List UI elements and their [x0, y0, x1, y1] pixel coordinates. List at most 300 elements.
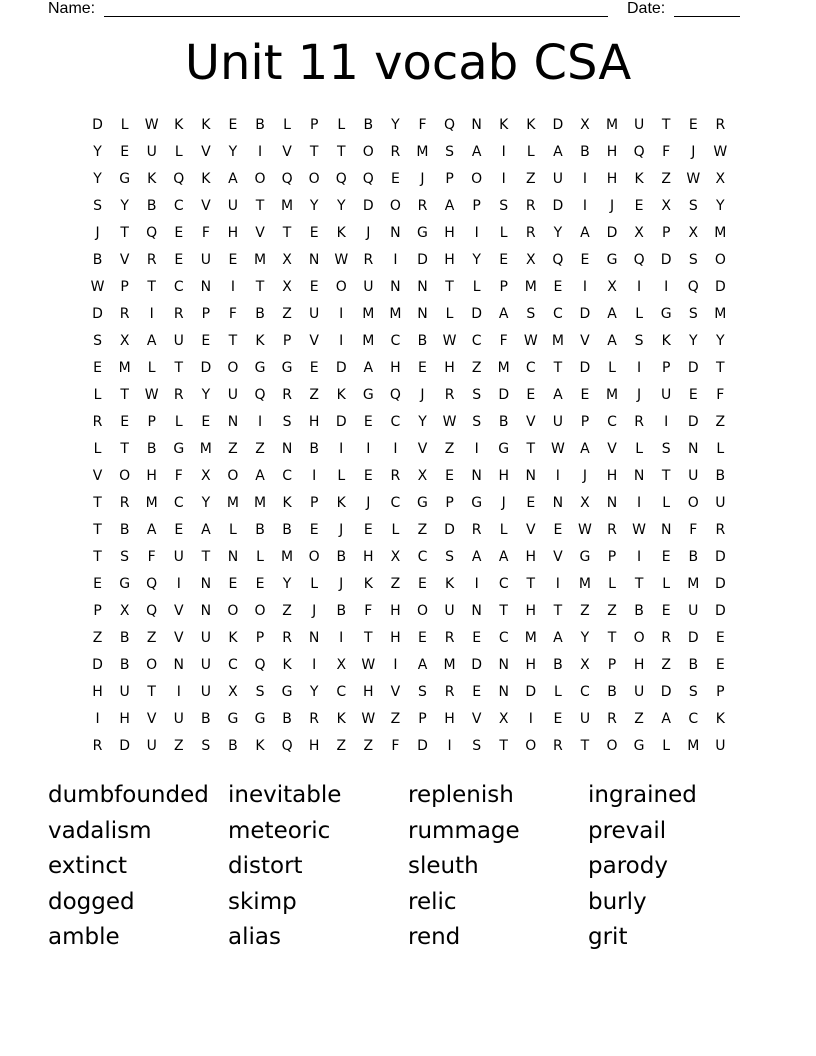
- grid-letter: H: [444, 360, 455, 376]
- grid-row: [84, 139, 734, 166]
- grid-letter: H: [308, 414, 320, 430]
- grid-letter: L: [445, 306, 454, 322]
- grid-letter: H: [525, 657, 537, 673]
- grid-letter: I: [257, 414, 263, 430]
- grid-letter: K: [634, 171, 644, 187]
- grid-letter: U: [200, 657, 211, 673]
- grid-letter: E: [363, 414, 373, 430]
- grid-letter: R: [444, 630, 455, 646]
- grid-letter: Z: [471, 360, 482, 376]
- grid-letter: I: [555, 576, 560, 592]
- grid-letter: Q: [146, 225, 158, 241]
- grid-letter: K: [444, 576, 455, 592]
- grid-letter: I: [393, 657, 398, 673]
- grid-letter: E: [580, 252, 590, 268]
- grid-letter: W: [442, 414, 457, 430]
- word-list-item: burly: [588, 888, 647, 915]
- grid-letter: B: [255, 522, 265, 538]
- grid-letter: P: [147, 414, 156, 430]
- grid-letter: N: [498, 657, 509, 673]
- grid-letter: O: [606, 738, 618, 754]
- grid-letter: U: [715, 738, 726, 754]
- grid-letter: I: [339, 630, 344, 646]
- grid-letter: O: [227, 360, 239, 376]
- grid-letter: K: [526, 117, 536, 133]
- grid-letter: T: [716, 360, 725, 376]
- grid-letter: K: [228, 630, 238, 646]
- grid-letter: T: [120, 387, 129, 403]
- grid-letter: O: [633, 630, 645, 646]
- grid-letter: R: [471, 522, 482, 538]
- grid-row: [84, 274, 734, 301]
- grid-letter: U: [173, 711, 184, 727]
- grid-letter: A: [146, 333, 157, 349]
- grid-letter: P: [309, 117, 319, 133]
- grid-letter: X: [119, 603, 130, 619]
- grid-letter: D: [92, 657, 103, 673]
- grid-row: [84, 382, 734, 409]
- grid-letter: I: [474, 576, 479, 592]
- grid-letter: X: [282, 252, 292, 268]
- grid-letter: Z: [336, 738, 347, 754]
- grid-letter: H: [390, 603, 401, 619]
- grid-letter: Z: [661, 657, 671, 673]
- grid-letter: Z: [580, 603, 590, 619]
- grid-letter: Q: [444, 117, 456, 133]
- grid-letter: E: [309, 360, 319, 376]
- grid-letter: I: [339, 441, 344, 457]
- grid-letter: A: [146, 522, 157, 538]
- grid-letter: J: [339, 522, 344, 538]
- grid-letter: M: [605, 387, 619, 403]
- grid-letter: W: [632, 522, 647, 538]
- grid-letter: P: [580, 414, 590, 430]
- grid-letter: J: [339, 576, 344, 592]
- grid-letter: N: [498, 684, 509, 700]
- word-list-item: extinct: [48, 853, 128, 879]
- grid-letter: R: [173, 306, 184, 322]
- grid-letter: E: [390, 171, 400, 187]
- grid-letter: J: [691, 144, 696, 160]
- grid-letter: B: [688, 657, 699, 673]
- grid-letter: I: [582, 171, 588, 187]
- grid-letter: C: [552, 306, 563, 322]
- grid-letter: Z: [146, 630, 157, 646]
- grid-letter: L: [608, 576, 616, 592]
- grid-letter: Q: [173, 171, 185, 187]
- grid-letter: D: [687, 360, 699, 376]
- grid-letter: Z: [255, 441, 265, 457]
- grid-letter: S: [688, 306, 698, 322]
- grid-letter: S: [634, 333, 644, 349]
- grid-letter: B: [282, 711, 292, 727]
- grid-letter: A: [201, 522, 211, 538]
- grid-letter: N: [281, 441, 293, 457]
- grid-letter: N: [227, 414, 239, 430]
- grid-letter: D: [362, 198, 374, 214]
- grid-letter: J: [637, 387, 642, 403]
- grid-letter: Q: [146, 603, 158, 619]
- grid-letter: J: [366, 495, 371, 511]
- grid-letter: R: [444, 684, 455, 700]
- grid-letter: E: [120, 414, 130, 430]
- grid-letter: E: [661, 603, 671, 619]
- grid-letter: R: [661, 630, 672, 646]
- grid-row: [84, 247, 734, 274]
- grid-letter: T: [526, 441, 536, 457]
- grid-letter: A: [553, 630, 563, 646]
- grid-letter: Z: [390, 576, 401, 592]
- grid-letter: P: [120, 279, 129, 295]
- grid-letter: Y: [580, 630, 590, 646]
- grid-letter: K: [336, 225, 346, 241]
- grid-letter: D: [714, 279, 726, 295]
- grid-letter: U: [146, 144, 157, 160]
- grid-letter: H: [525, 549, 537, 565]
- grid-letter: A: [607, 306, 617, 322]
- grid-letter: E: [499, 252, 509, 268]
- grid-letter: D: [471, 657, 483, 673]
- grid-letter: F: [228, 306, 237, 322]
- grid-letter: Y: [93, 144, 102, 160]
- grid-letter: I: [149, 306, 154, 322]
- grid-letter: Q: [146, 576, 158, 592]
- grid-letter: S: [201, 738, 211, 754]
- grid-letter: E: [553, 522, 563, 538]
- grid-letter: U: [200, 252, 211, 268]
- grid-letter: V: [309, 333, 319, 349]
- grid-letter: G: [119, 576, 131, 592]
- grid-letter: X: [228, 684, 238, 700]
- grid-letter: T: [499, 603, 508, 619]
- grid-letter: D: [417, 252, 428, 268]
- grid-letter: R: [92, 738, 103, 754]
- grid-letter: S: [93, 333, 102, 349]
- grid-letter: W: [334, 252, 349, 268]
- grid-letter: Y: [93, 171, 102, 187]
- grid-letter: X: [201, 468, 211, 484]
- grid-letter: J: [420, 171, 425, 187]
- grid-letter: E: [445, 468, 454, 484]
- grid-letter: T: [255, 198, 265, 214]
- grid-row: [84, 193, 734, 220]
- grid-letter: S: [120, 549, 130, 565]
- grid-letter: U: [633, 684, 645, 700]
- grid-letter: G: [119, 171, 131, 187]
- grid-letter: E: [418, 630, 427, 646]
- grid-letter: P: [716, 684, 725, 700]
- grid-letter: H: [119, 711, 130, 727]
- grid-letter: S: [688, 684, 698, 700]
- grid-letter: H: [606, 144, 618, 160]
- grid-letter: B: [309, 441, 319, 457]
- grid-letter: V: [201, 198, 211, 214]
- grid-letter: S: [472, 387, 482, 403]
- grid-letter: B: [580, 144, 590, 160]
- grid-row: [84, 517, 734, 544]
- grid-letter: E: [553, 711, 563, 727]
- grid-letter: E: [309, 522, 319, 538]
- grid-letter: G: [606, 252, 618, 268]
- grid-letter: P: [93, 603, 102, 619]
- grid-letter: V: [553, 549, 563, 565]
- grid-letter: S: [282, 414, 292, 430]
- grid-letter: R: [92, 414, 103, 430]
- grid-letter: I: [393, 252, 398, 268]
- grid-letter: M: [443, 657, 456, 673]
- grid-letter: E: [201, 333, 211, 349]
- grid-row: [84, 328, 734, 355]
- grid-letter: R: [282, 630, 292, 646]
- grid-letter: E: [472, 684, 482, 700]
- grid-letter: E: [634, 198, 644, 214]
- grid-letter: D: [579, 360, 591, 376]
- grid-letter: O: [254, 171, 266, 187]
- grid-letter: Q: [335, 171, 347, 187]
- grid-letter: E: [93, 576, 102, 592]
- grid-letter: L: [174, 414, 183, 430]
- grid-letter: I: [637, 549, 642, 565]
- grid-letter: Z: [715, 414, 726, 430]
- grid-letter: Y: [336, 198, 346, 214]
- grid-letter: T: [228, 333, 238, 349]
- grid-letter: I: [366, 441, 371, 457]
- grid-letter: E: [661, 549, 671, 565]
- grid-letter: B: [255, 117, 265, 133]
- grid-letter: I: [393, 441, 398, 457]
- grid-letter: N: [417, 279, 428, 295]
- grid-letter: Z: [390, 711, 401, 727]
- grid-letter: W: [523, 333, 538, 349]
- grid-letter: K: [336, 495, 346, 511]
- grid-letter: N: [173, 657, 185, 673]
- grid-letter: F: [174, 468, 183, 484]
- grid-letter: D: [335, 414, 347, 430]
- grid-letter: R: [173, 387, 184, 403]
- grid-letter: E: [553, 279, 563, 295]
- grid-letter: X: [336, 657, 347, 673]
- grid-row: [84, 409, 734, 436]
- grid-letter: H: [92, 684, 103, 700]
- grid-letter: U: [173, 549, 184, 565]
- grid-letter: W: [144, 387, 159, 403]
- grid-letter: P: [445, 171, 454, 187]
- grid-letter: H: [444, 225, 455, 241]
- grid-letter: F: [499, 333, 508, 349]
- grid-letter: N: [552, 495, 564, 511]
- grid-letter: R: [553, 738, 563, 754]
- grid-letter: K: [661, 333, 671, 349]
- grid-letter: J: [95, 225, 100, 241]
- grid-letter: V: [173, 603, 184, 619]
- grid-letter: P: [201, 306, 211, 322]
- grid-letter: R: [715, 522, 726, 538]
- grid-letter: X: [498, 711, 509, 727]
- grid-letter: V: [526, 522, 536, 538]
- grid-letter: E: [526, 495, 536, 511]
- word-list-item: amble: [48, 924, 120, 950]
- grid-letter: N: [308, 252, 320, 268]
- grid-letter: T: [553, 360, 563, 376]
- grid-letter: J: [501, 495, 506, 511]
- grid-letter: D: [660, 252, 672, 268]
- grid-letter: K: [499, 117, 509, 133]
- grid-letter: M: [362, 306, 375, 322]
- grid-letter: A: [228, 171, 238, 187]
- grid-letter: H: [498, 468, 509, 484]
- grid-letter: C: [417, 549, 428, 565]
- grid-letter: E: [174, 225, 184, 241]
- grid-letter: V: [119, 252, 130, 268]
- grid-letter: O: [335, 279, 347, 295]
- grid-letter: Q: [281, 738, 293, 754]
- grid-row: [84, 652, 734, 679]
- grid-letter: V: [282, 144, 292, 160]
- grid-letter: S: [688, 252, 698, 268]
- grid-letter: D: [687, 414, 699, 430]
- grid-letter: Q: [281, 171, 293, 187]
- grid-row: [84, 112, 734, 139]
- word-list-item: replenish: [408, 782, 514, 808]
- grid-letter: R: [363, 252, 374, 268]
- grid-letter: M: [687, 576, 700, 592]
- grid-letter: N: [390, 225, 401, 241]
- grid-letter: H: [633, 657, 645, 673]
- grid-letter: U: [688, 603, 699, 619]
- grid-letter: O: [416, 603, 428, 619]
- grid-letter: C: [173, 198, 184, 214]
- grid-letter: H: [146, 468, 157, 484]
- grid-letter: A: [607, 333, 617, 349]
- grid-letter: E: [715, 657, 725, 673]
- grid-letter: W: [442, 333, 457, 349]
- grid-letter: D: [335, 360, 347, 376]
- grid-letter: C: [173, 495, 184, 511]
- grid-letter: G: [633, 738, 645, 754]
- grid-letter: K: [147, 171, 157, 187]
- grid-letter: C: [471, 333, 482, 349]
- grid-row: [84, 733, 734, 760]
- grid-letter: Z: [363, 738, 374, 754]
- grid-letter: A: [255, 468, 265, 484]
- word-list-item: sleuth: [408, 853, 479, 879]
- word-list-item: parody: [588, 853, 668, 879]
- grid-letter: G: [362, 387, 374, 403]
- grid-letter: U: [173, 333, 184, 349]
- grid-letter: U: [227, 198, 239, 214]
- grid-letter: K: [363, 576, 373, 592]
- grid-letter: B: [119, 657, 130, 673]
- grid-letter: P: [309, 495, 319, 511]
- grid-letter: M: [199, 441, 212, 457]
- grid-letter: I: [637, 360, 642, 376]
- grid-letter: O: [308, 171, 320, 187]
- grid-letter: L: [310, 576, 319, 592]
- grid-letter: R: [417, 198, 428, 214]
- grid-letter: N: [471, 468, 482, 484]
- grid-letter: C: [498, 630, 509, 646]
- grid-letter: G: [281, 684, 293, 700]
- grid-letter: L: [337, 117, 346, 133]
- grid-letter: T: [120, 441, 129, 457]
- grid-letter: X: [119, 333, 130, 349]
- grid-letter: U: [552, 414, 563, 430]
- grid-letter: F: [364, 603, 373, 619]
- grid-letter: B: [715, 468, 726, 484]
- grid-letter: U: [309, 306, 320, 322]
- grid-letter: J: [609, 198, 615, 214]
- grid-letter: E: [309, 279, 319, 295]
- grid-letter: G: [173, 441, 185, 457]
- grid-letter: R: [607, 522, 617, 538]
- grid-letter: N: [308, 630, 320, 646]
- grid-letter: E: [201, 414, 211, 430]
- grid-letter: I: [230, 279, 235, 295]
- grid-letter: E: [309, 225, 319, 241]
- grid-letter: I: [664, 414, 669, 430]
- grid-letter: O: [471, 171, 483, 187]
- word-list-item: rummage: [408, 817, 520, 844]
- grid-letter: M: [551, 333, 564, 349]
- grid-letter: S: [688, 198, 698, 214]
- grid-letter: D: [606, 225, 618, 241]
- grid-letter: P: [607, 549, 617, 565]
- grid-letter: V: [255, 225, 265, 241]
- grid-letter: C: [525, 360, 536, 376]
- grid-letter: L: [553, 684, 562, 700]
- grid-letter: W: [713, 144, 728, 160]
- grid-letter: H: [308, 738, 320, 754]
- grid-letter: L: [716, 441, 725, 457]
- grid-letter: G: [281, 360, 293, 376]
- word-list-item: alias: [228, 924, 281, 950]
- grid-letter: T: [607, 630, 617, 646]
- grid-letter: U: [661, 387, 672, 403]
- grid-letter: T: [445, 279, 454, 295]
- grid-letter: E: [688, 117, 698, 133]
- word-list-item: dumbfounded: [48, 782, 209, 808]
- grid-letter: E: [580, 387, 590, 403]
- grid-letter: Y: [716, 198, 725, 214]
- grid-letter: P: [418, 711, 427, 727]
- grid-letter: C: [390, 333, 401, 349]
- grid-letter: E: [526, 387, 536, 403]
- grid-letter: G: [498, 441, 510, 457]
- grid-letter: X: [417, 468, 428, 484]
- grid-letter: C: [498, 576, 509, 592]
- grid-letter: G: [579, 549, 591, 565]
- name-label: Name:: [48, 0, 96, 17]
- grid-letter: U: [552, 171, 563, 187]
- grid-letter: Q: [687, 279, 699, 295]
- grid-letter: U: [227, 387, 239, 403]
- grid-letter: N: [471, 117, 482, 133]
- grid-letter: O: [308, 549, 320, 565]
- grid-letter: E: [715, 630, 725, 646]
- grid-letter: L: [608, 360, 616, 376]
- grid-letter: I: [637, 279, 642, 295]
- grid-letter: Z: [282, 306, 292, 322]
- grid-letter: V: [526, 414, 536, 430]
- grid-letter: Y: [282, 576, 292, 592]
- grid-letter: L: [391, 522, 400, 538]
- grid-letter: R: [444, 387, 455, 403]
- grid-letter: M: [253, 252, 267, 268]
- grid-letter: T: [174, 360, 184, 376]
- grid-letter: K: [201, 117, 211, 133]
- grid-letter: Y: [418, 414, 427, 430]
- grid-letter: W: [361, 711, 376, 727]
